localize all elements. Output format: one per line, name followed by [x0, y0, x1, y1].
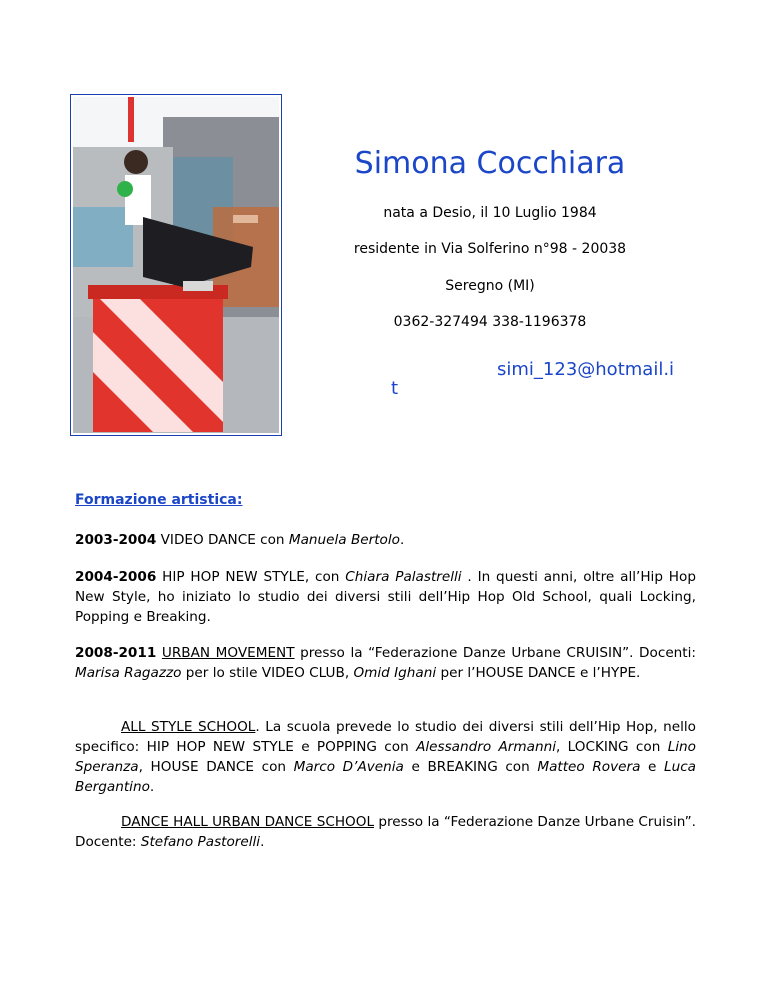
entry-text: e BREAKING con — [403, 759, 538, 775]
entry-text: per l’HOUSE DANCE e l’HYPE. — [436, 665, 641, 681]
birth-info: nata a Desio, il 10 Luglio 1984 — [383, 205, 597, 221]
profile-photo — [70, 94, 282, 436]
entry-all-style-school — [75, 717, 696, 797]
entry-text: , HOUSE DANCE con — [138, 759, 294, 775]
teacher-name: Marisa Ragazzo — [75, 665, 182, 681]
teacher-name: Omid Ighani — [353, 665, 437, 681]
teacher-name: Luca Bergantino — [75, 759, 696, 795]
teacher-name: Chiara Palastrelli — [345, 569, 462, 585]
entry-text: presso la “Federazione Danze Urbane CRUISIN”. Docenti: — [294, 645, 696, 661]
dancer-photo-image — [73, 97, 279, 433]
entry-text: . — [399, 532, 405, 548]
phone-numbers: 0362-327494 338-1196378 — [393, 314, 587, 330]
entry-text: VIDEO DANCE con — [156, 532, 289, 548]
entry-2008 — [75, 643, 696, 683]
entry-text: . — [260, 834, 265, 850]
person-name: Simona Cocchiara — [354, 146, 626, 181]
teacher-name: Stefano Pastorelli — [140, 834, 261, 850]
entry-year: 2004-2006 — [75, 569, 157, 585]
entry-dance-hall — [75, 812, 696, 852]
entry-text: e — [640, 759, 664, 775]
entry-text: presso la “Federazione Danze Urbane Cruisin”. Docente: — [75, 814, 696, 850]
entry-text: . — [149, 779, 155, 795]
entry-text: HIP HOP NEW STYLE, con — [156, 569, 346, 585]
program-name: DANCE HALL URBAN DANCE SCHOOL — [121, 814, 375, 830]
teacher-name: Manuela Bertolo — [288, 532, 400, 548]
email-link[interactable]: simi_123@hotmail.i — [497, 359, 675, 380]
entry-text: per lo stile VIDEO CLUB, — [181, 665, 354, 681]
residence-address: residente in Via Solferino n°98 - 20038 — [353, 241, 627, 257]
entry-text: . In questi anni, oltre all’Hip Hop New Style, ho iniziato lo studio dei diversi stili dell’Hip Hop Old School, quali Locking, Popping e Breaking. — [75, 569, 696, 625]
teacher-name: Alessandro Armanni — [416, 739, 556, 755]
teacher-name: Matteo Rovera — [537, 759, 641, 775]
teacher-name: Lino Speranza — [75, 739, 696, 775]
entry-text: . La scuola prevede lo studio dei diversi stili dell’Hip Hop, nello specifico: HIP HOP NEW STYLE e POPPING con — [75, 719, 696, 755]
section-title: Formazione artistica: — [75, 492, 243, 508]
entry-year: 2008-2011 — [75, 645, 157, 661]
entry-2004 — [75, 567, 696, 627]
email-link-continuation[interactable]: t — [391, 378, 399, 399]
city: Seregno (MI) — [445, 278, 535, 294]
program-name: URBAN MOVEMENT — [161, 645, 295, 661]
entry-text: , LOCKING con — [555, 739, 668, 755]
teacher-name: Marco D’Avenia — [293, 759, 404, 775]
entry-2003 — [75, 530, 696, 550]
program-name: ALL STYLE SCHOOL — [121, 719, 256, 735]
entry-year: 2003-2004 — [75, 532, 157, 548]
